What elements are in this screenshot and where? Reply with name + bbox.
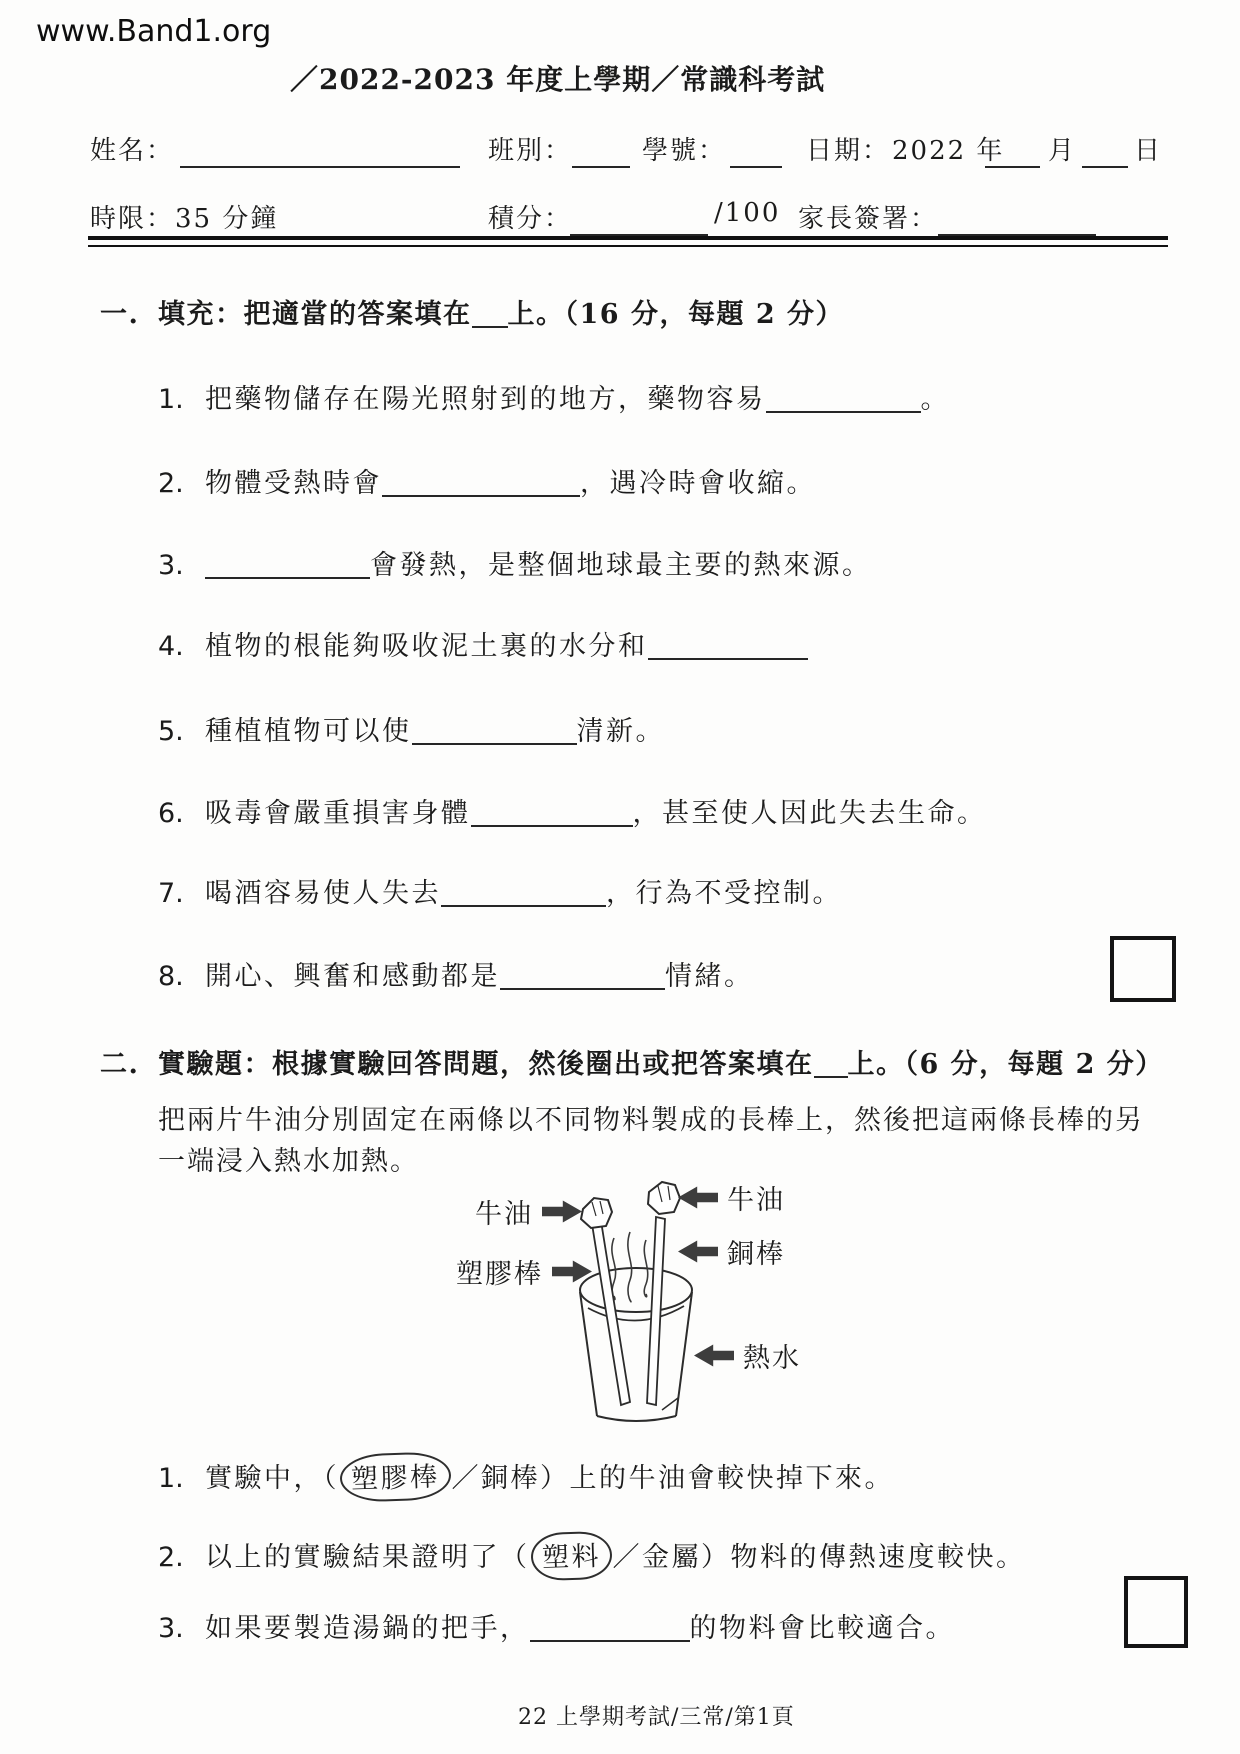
date-label: 日期： (806, 136, 891, 166)
fill-blank-question: 6. 吸毒會嚴重損害身體 ，甚至使人因此失去生命。 (158, 798, 987, 829)
fill-blank-question: 3. 如果要製造湯鍋的把手， 的物料會比較適合。 (158, 1613, 955, 1644)
time-limit-value: 35 分鐘 (175, 204, 279, 234)
section2-title-suffix: 上。（6 分，每題 2 分） (847, 1049, 1164, 1080)
parent-signature-blank (938, 202, 1096, 236)
section2-title: 實驗題：根據實驗回答問題，然後圈出或把答案填在 (158, 1049, 814, 1080)
section1-heading (100, 292, 844, 331)
time-limit-label: 時限： (90, 204, 175, 234)
arrow-left-icon (694, 1344, 734, 1368)
circled-answer: 塑料 (530, 1531, 613, 1582)
plastic-rod-callout (456, 1252, 592, 1291)
fill-blank-question: 4. 植物的根能夠吸收泥土裏的水分和 (158, 624, 808, 663)
fill-blank-question: 7. 喝酒容易使人失去 ，行為不受控制。 (158, 878, 842, 909)
fill-blank-question: 1. 把藥物儲存在陽光照射到的地方，藥物容易 。 (158, 384, 950, 415)
arrow-left-icon (678, 1240, 718, 1264)
answer-blank (205, 551, 370, 579)
score-box (1124, 1576, 1188, 1648)
name-blank (180, 134, 460, 168)
arrow-left-icon (678, 1186, 718, 1210)
answer-blank (648, 632, 808, 660)
student-no-label: 學號： (642, 136, 727, 166)
hot-water-label: 熱水 (743, 1343, 801, 1374)
score-label: 積分： (488, 204, 573, 234)
section2-heading (100, 1042, 1164, 1081)
date-month-blank (985, 134, 1040, 168)
copper-rod-callout (678, 1232, 785, 1271)
choice-question: 2. 以上的實驗結果證明了（ 塑料 ／金屬）物料的傳熱速度較快。 (158, 1532, 1026, 1580)
section1-title: 填充：把適當的答案填在 (158, 299, 472, 330)
butter-right-label: 牛油 (727, 1185, 785, 1216)
answer-blank (441, 879, 606, 907)
answer-blank (412, 717, 577, 745)
section2-number: 二. (100, 1049, 140, 1080)
answer-blank (382, 469, 580, 497)
parent-signature-label: 家長簽署： (798, 204, 939, 234)
fill-blank-question: 2. 物體受熱時會 ，遇冷時會收縮。 (158, 468, 816, 499)
heading-blank (814, 1050, 848, 1078)
experiment-intro: 把兩片牛油分別固定在兩條以不同物料製成的長棒上，然後把這兩條長棒的另一端浸入熱水加熱。 (158, 1105, 1144, 1177)
score-box (1110, 936, 1176, 1002)
date-day-label: 日 (1134, 136, 1163, 166)
butter-left-label: 牛油 (475, 1199, 533, 1230)
page-title: ／2022-2023 年度上學期／常識科考試 (290, 63, 826, 96)
copper-rod-label: 銅棒 (727, 1239, 785, 1270)
date-year: 2022 年 (892, 136, 1005, 166)
butter-left-callout (475, 1192, 582, 1231)
student-no-blank (730, 134, 782, 168)
score-denominator: /100 (714, 198, 781, 228)
section1-title-suffix: 上。（16 分，每題 2 分） (507, 299, 845, 330)
plastic-rod-label: 塑膠棒 (456, 1259, 543, 1290)
score-blank (570, 202, 708, 236)
arrow-right-icon (542, 1200, 582, 1224)
answer-blank (471, 799, 633, 827)
date-month-label: 月 (1048, 136, 1077, 166)
date-day-blank (1082, 134, 1128, 168)
name-label: 姓名： (90, 136, 175, 166)
answer-blank (530, 1614, 690, 1642)
choice-question: 1. 實驗中，（ 塑膠棒 ／銅棒）上的牛油會較快掉下來。 (158, 1453, 894, 1501)
fill-blank-question: 8. 開心、興奮和感動都是 情緒。 (158, 961, 754, 992)
butter-right-callout (678, 1178, 785, 1217)
arrow-right-icon (552, 1260, 592, 1284)
fill-blank-question: 3. 會發熱，是整個地球最主要的熱來源。 (158, 550, 872, 581)
class-blank (572, 134, 630, 168)
heading-blank (472, 300, 508, 328)
watermark: www.Band1.org (36, 14, 272, 49)
hot-water-callout (694, 1336, 801, 1375)
circled-answer: 塑膠棒 (339, 1451, 451, 1503)
section1-number: 一. (100, 299, 140, 330)
experiment-diagram (420, 1168, 850, 1438)
class-label: 班別： (488, 136, 573, 166)
header-divider (88, 236, 1168, 247)
answer-blank (766, 385, 921, 413)
answer-blank (500, 962, 665, 990)
page-footer: 22 上學期考試/三常/第1頁 (518, 1705, 795, 1730)
fill-blank-question: 5. 種植植物可以使 清新。 (158, 716, 665, 747)
